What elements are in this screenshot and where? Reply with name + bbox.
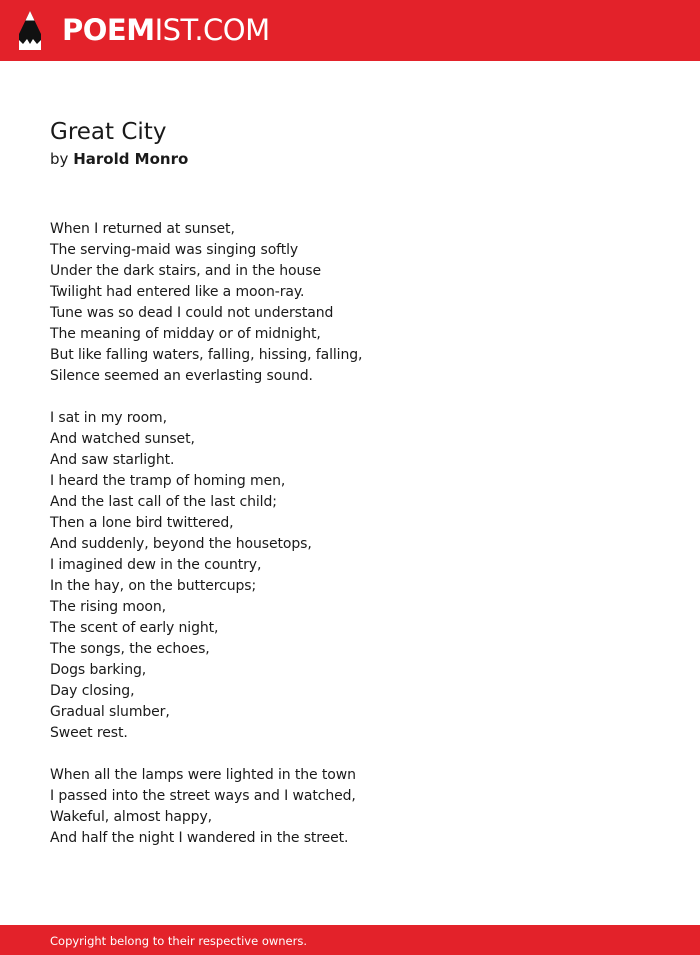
brand-light: IST.COM <box>154 13 270 47</box>
stanza <box>50 219 650 387</box>
poem-line: In the hay, on the buttercups; <box>50 578 257 594</box>
poem-line: The songs, the echoes, <box>50 641 210 657</box>
poem-line: Sweet rest. <box>50 725 128 741</box>
by-label: by <box>50 150 69 168</box>
poem-line: When all the lamps were lighted in the town <box>50 767 356 783</box>
poem-line: But like falling waters, falling, hissing, falling, <box>50 347 363 363</box>
poem-body <box>50 219 650 870</box>
pencil-tip-icon[interactable] <box>17 10 43 52</box>
site-brand[interactable] <box>62 12 270 48</box>
poem-line: The rising moon, <box>50 599 167 615</box>
poem-line: And suddenly, beyond the housetops, <box>50 536 312 552</box>
poem-line: I heard the tramp of homing men, <box>50 473 286 489</box>
poem-line: Silence seemed an everlasting sound. <box>50 368 313 384</box>
poem-line: Then a lone bird twittered, <box>50 515 234 531</box>
site-footer <box>0 925 700 955</box>
site-header <box>0 0 700 61</box>
stanza <box>50 765 650 849</box>
copyright-text: Copyright belong to their respective owners. <box>50 934 308 948</box>
poem-line: And the last call of the last child; <box>50 494 277 510</box>
poem-line: Wakeful, almost happy, <box>50 809 213 825</box>
poem-line: Twilight had entered like a moon-ray. <box>50 284 305 300</box>
poem-line: And saw starlight. <box>50 452 175 468</box>
poem-line: Day closing, <box>50 683 135 699</box>
poem-line: I imagined dew in the country, <box>50 557 262 573</box>
poem-line: I passed into the street ways and I watched, <box>50 788 356 804</box>
poem-author: Harold Monro <box>73 150 189 168</box>
poem-line: Dogs barking, <box>50 662 147 678</box>
poem-line: And watched sunset, <box>50 431 195 447</box>
poem-line: The meaning of midday or of midnight, <box>50 326 321 342</box>
stanza <box>50 408 650 744</box>
poem-title: Great City <box>50 119 167 145</box>
poem-line: When I returned at sunset, <box>50 221 235 237</box>
poem-line: Tune was so dead I could not understand <box>50 305 334 321</box>
poem-line: The serving-maid was singing softly <box>50 242 299 258</box>
poem-byline <box>50 149 188 169</box>
brand-bold: POEM <box>62 13 155 47</box>
poem-line: And half the night I wandered in the street. <box>50 830 349 846</box>
poem-line: I sat in my room, <box>50 410 167 426</box>
poem-line: Gradual slumber, <box>50 704 170 720</box>
poem-line: Under the dark stairs, and in the house <box>50 263 321 279</box>
poem-line: The scent of early night, <box>50 620 219 636</box>
